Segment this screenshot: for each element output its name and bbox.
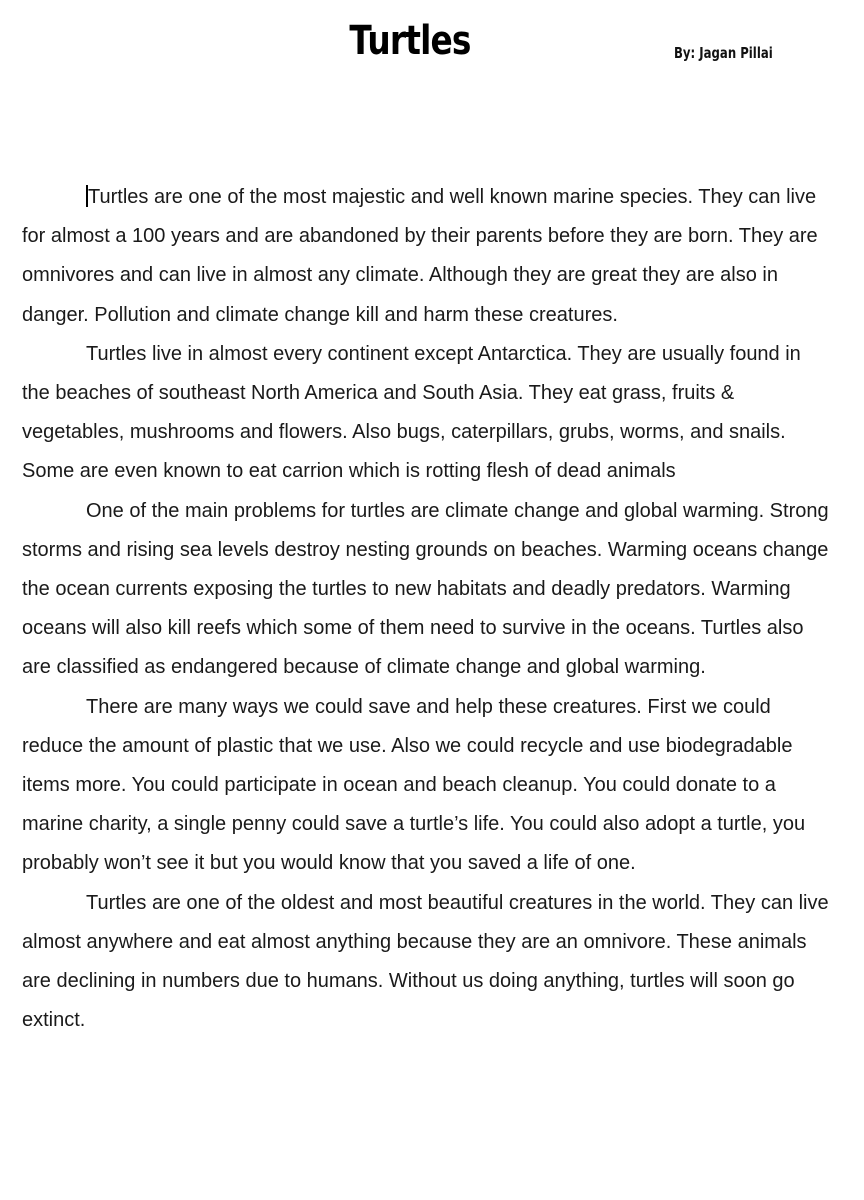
paragraph-1-text: Turtles are one of the most majestic and well known marine species. They can live for almost a 100 years and are abandoned by their parents before they are born. They are omnivores and can live in almost any climate. Although they are great they are also in danger. Pollution and climate change kill and harm these creatures. — [22, 186, 818, 326]
paragraph-4: There are many ways we could save and help these creatures. First we could reduce the amount of plastic that we use. Also we could recycle and use biodegradable items more. You could participate in ocean and beach cleanup. You could donate to a marine charity, a single penny could save a turtle’s life. You could also adopt a turtle, you probably won’t see it but you would know that you saved a life of one. — [22, 695, 806, 875]
paragraph-1 — [22, 178, 832, 335]
paragraph-2: Turtles live in almost every continent except Antarctica. They are usually found in the beaches of southeast North America and South Asia. They eat grass, fruits & vegetables, mushrooms and flowers. Also bugs, caterpillars, grubs, worms, and snails. Some are even known to eat carrion which is rotting flesh of dead animals — [22, 342, 801, 483]
author-byline: By: Jagan Pillai — [674, 44, 773, 62]
paragraph-5: Turtles are one of the oldest and most beautiful creatures in the world. They can live almost anywhere and eat almost anything because they are an omnivore. These animals are declining in numbers due to humans. Without us doing anything, turtles will soon go extinct. — [22, 891, 829, 1032]
document-body[interactable] — [22, 178, 832, 1040]
document-title: Turtles — [349, 18, 471, 64]
paragraph-3: One of the main problems for turtles are climate change and global warming. Strong storms and rising sea levels destroy nesting grounds on beaches. Warming oceans change the ocean currents exposing the turtles to new habitats and deadly predators. Warming oceans will also kill reefs which some of them need to survive in the oceans. Turtles also are classified as endangered because of climate change and global warming. — [22, 499, 829, 679]
